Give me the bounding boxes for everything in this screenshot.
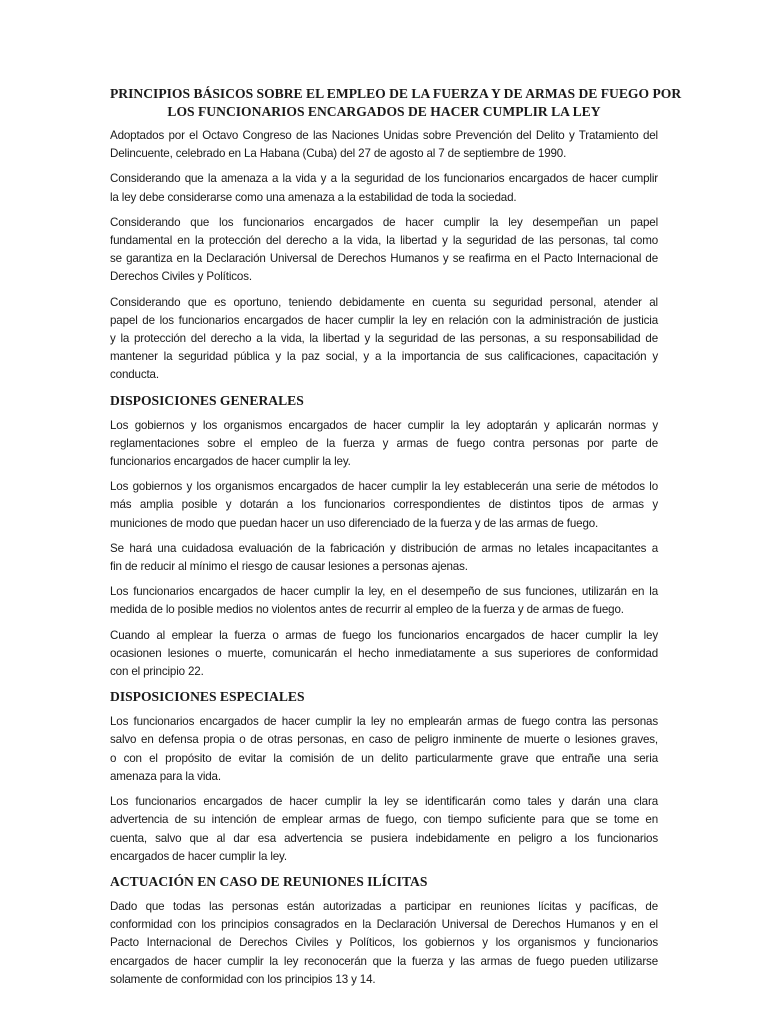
- paragraph-line: Cuando al emplear la fuerza o armas de fuego los funcionarios encargados de hacer cumplir la ley: [110, 628, 658, 642]
- paragraph-line: Pacto Internacional de Derechos Civiles y Políticos, los gobiernos y los organismos y funcionarios: [110, 936, 658, 950]
- paragraph-line: conformidad con los principios consagrados en la Declaración Universal de Derechos Humanos y en el: [110, 918, 658, 932]
- paragraph-line: Adoptados por el Octavo Congreso de las Naciones Unidas sobre Prevención del Delito y Tratamiento del: [110, 129, 658, 142]
- paragraph-line: fundamental en la protección del derecho a la vida, la libertad y la seguridad de las personas, tal como: [110, 234, 658, 248]
- paragraph-line: se garantiza en la Declaración Universal de Derechos Humanos y se reafirma en el Pacto Internacional de: [110, 252, 658, 266]
- paragraph-line: Delincuente, celebrado en La Habana (Cuba) del 27 de agosto al 7 de septiembre de 1990.: [110, 147, 567, 161]
- paragraph-line: la ley debe considerarse como una amenaza a la estabilidad de toda la sociedad.: [110, 190, 517, 204]
- paragraph-line: fin de reducir al mínimo el riesgo de causar lesiones a personas ajenas.: [110, 560, 468, 574]
- paragraph-line: encargados de hacer cumplir la ley reconocerán que la fuerza y las armas de fuego pueden utilizarse: [110, 954, 658, 968]
- paragraph-line: Los funcionarios encargados de hacer cumplir la ley no emplearán armas de fuego contra las personas: [110, 715, 658, 729]
- paragraph-line: Se hará una cuidadosa evaluación de la fabricación y distribución de armas no letales incapacitantes a: [110, 541, 658, 555]
- paragraph-line: con el principio 22.: [110, 665, 204, 679]
- paragraph-line: o con el propósito de evitar la comisión de un delito particularmente grave que entrañe una seria: [110, 751, 658, 765]
- paragraph-line: Los gobiernos y los organismos encargados de hacer cumplir la ley establecerán una serie de métodos lo: [110, 480, 658, 494]
- paragraph-line: funcionarios encargados de hacer cumplir la ley.: [110, 455, 351, 469]
- document-page: [110, 85, 682, 996]
- section-heading: DISPOSICIONES ESPECIALES: [110, 689, 305, 705]
- paragraph: [110, 478, 658, 533]
- paragraph: [110, 713, 658, 786]
- paragraph-line: cuenta, salvo que al dar esa advertencia se pusiera indebidamente en peligro a los funcionarios: [110, 831, 658, 845]
- paragraph-line: amenaza para la vida.: [110, 769, 221, 783]
- paragraph-line: solamente de conformidad con los principios 13 y 14.: [110, 972, 376, 986]
- paragraph-line: conducta.: [110, 368, 159, 382]
- paragraph-line: municiones de modo que puedan hacer un uso diferenciado de la fuerza y de las armas de fuego.: [110, 516, 599, 530]
- paragraph-line: Derechos Civiles y Políticos.: [110, 270, 252, 284]
- paragraph: [110, 898, 658, 989]
- paragraph: [110, 627, 658, 682]
- paragraph-line: advertencia de su intención de emplear armas de fuego, con tiempo suficiente para que se tome en: [110, 813, 658, 827]
- paragraph-line: Los funcionarios encargados de hacer cumplir la ley se identificarán como tales y darán una clara: [110, 795, 658, 809]
- paragraph-line: Los funcionarios encargados de hacer cumplir la ley, en el desempeño de sus funciones, utilizarán en la: [110, 585, 658, 599]
- paragraph-line: más amplia posible y dotarán a los funcionarios correspondientes de distintos tipos de armas y: [110, 498, 658, 512]
- paragraph-line: Considerando que la amenaza a la vida y a la seguridad de los funcionarios encargados de hacer cumplir: [110, 172, 658, 186]
- paragraph: [110, 583, 658, 619]
- paragraph: [110, 294, 658, 385]
- paragraph-line: papel de los funcionarios encargados de hacer cumplir la ley en relación con la administración de justicia: [110, 313, 658, 327]
- paragraph: [110, 127, 658, 163]
- title-line: LOS FUNCIONARIOS ENCARGADOS DE HACER CUMPLIR LA LEY: [167, 104, 601, 119]
- paragraph-line: Considerando que es oportuno, teniendo debidamente en cuenta su seguridad personal, atender al: [110, 295, 658, 309]
- paragraph-line: mantener la seguridad pública y la paz social, y a la importancia de sus calificaciones, capacitación y: [110, 350, 658, 364]
- section-heading: DISPOSICIONES GENERALES: [110, 392, 304, 408]
- paragraph-line: Dado que todas las personas están autorizadas a participar en reuniones lícitas y pacíficas, de: [110, 899, 658, 913]
- paragraph: [110, 214, 658, 287]
- paragraph-line: Considerando que los funcionarios encargados de hacer cumplir la ley desempeñan un papel: [110, 215, 658, 229]
- paragraph: [110, 417, 658, 472]
- document-body: [110, 127, 658, 989]
- paragraph-line: medida de lo posible medios no violentos antes de recurrir al empleo de la fuerza y de armas de fuego.: [110, 603, 624, 617]
- paragraph: [110, 170, 658, 206]
- paragraph-line: Los gobiernos y los organismos encargados de hacer cumplir la ley adoptarán y aplicarán normas y: [110, 418, 658, 432]
- paragraph-line: salvo en defensa propia o de otras personas, en caso de peligro inminente de muerte o lesiones graves,: [110, 733, 658, 747]
- title-line: PRINCIPIOS BÁSICOS SOBRE EL EMPLEO DE LA FUERZA Y DE ARMAS DE FUEGO POR: [110, 86, 682, 101]
- paragraph-line: ocasionen lesiones o muerte, comunicarán el hecho inmediatamente a sus superiores de conformidad: [110, 646, 658, 660]
- paragraph-line: encargados de hacer cumplir la ley.: [110, 849, 287, 863]
- paragraph: [110, 793, 658, 866]
- document-title: [110, 85, 682, 121]
- section-heading: ACTUACIÓN EN CASO DE REUNIONES ILÍCITAS: [110, 873, 428, 889]
- paragraph-line: reglamentaciones sobre el empleo de la fuerza y armas de fuego contra personas por parte de: [110, 436, 658, 450]
- paragraph-line: y la protección del derecho a la vida, la libertad y la seguridad de las personas, a su responsabilidad de: [110, 332, 658, 346]
- paragraph: [110, 540, 658, 576]
